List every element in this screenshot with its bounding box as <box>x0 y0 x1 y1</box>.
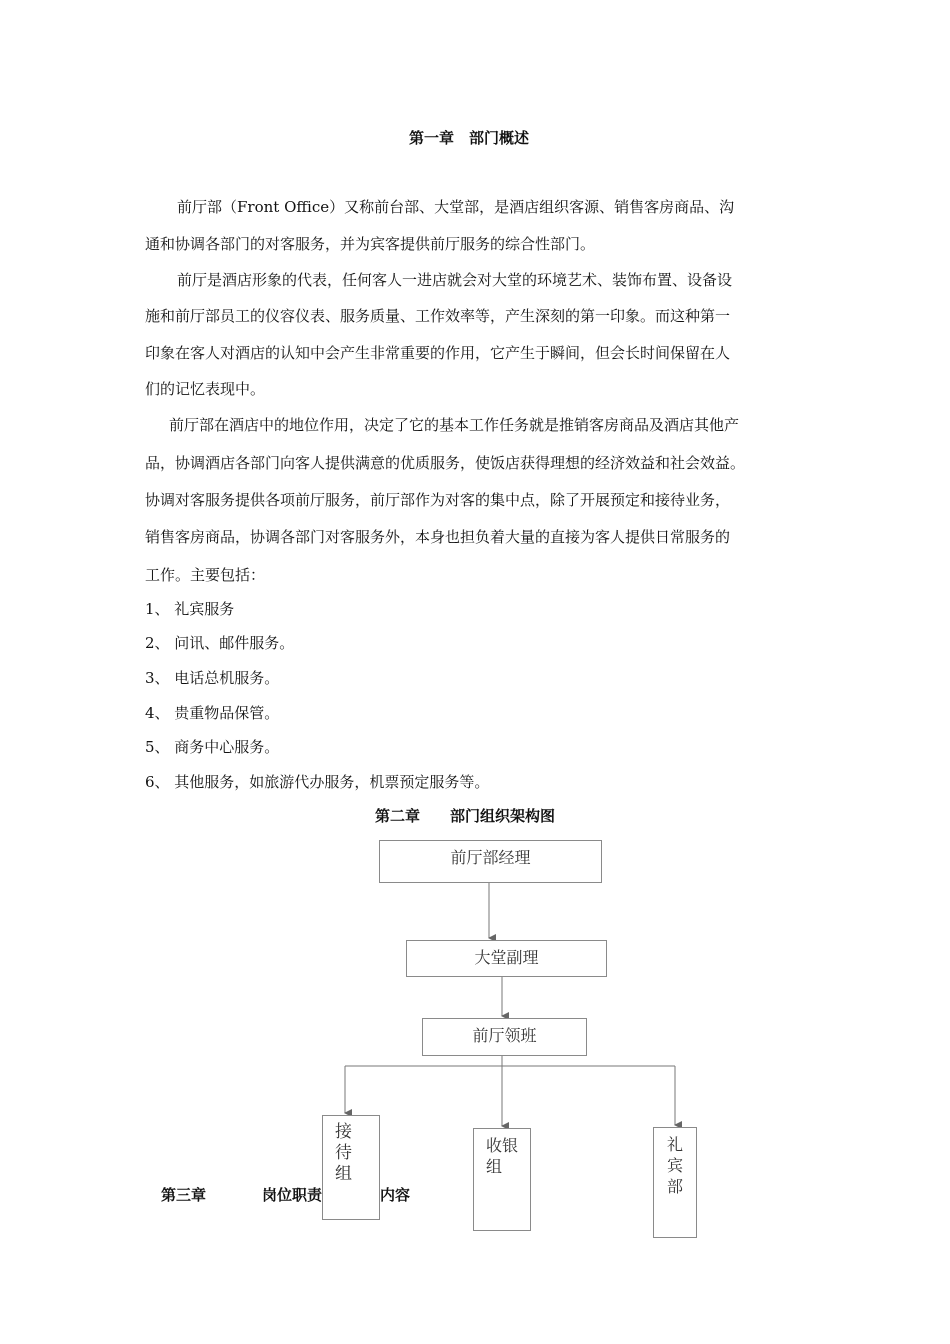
chapter2-title: 第二章 部门组织架构图 <box>375 807 556 825</box>
org-box-reception: 接待组 <box>322 1115 380 1220</box>
chapter3-title-left: 岗位职责 <box>262 1186 323 1204</box>
service-list-item: 3、 电话总机服务。 <box>145 669 280 687</box>
paragraph-line: 协调对客服务提供各项前厅服务，前厅部作为对客的集中点，除了开展预定和接待业务， <box>145 491 731 509</box>
service-list-item: 5、 商务中心服务。 <box>145 738 280 756</box>
org-box-cashier: 收银组 <box>473 1128 531 1231</box>
paragraph-line: 施和前厅部员工的仪容仪表、服务质量、工作效率等，产生深刻的第一印象。而这种第一 <box>145 307 731 325</box>
chapter3-label: 第三章 <box>161 1186 207 1204</box>
service-list-item: 6、 其他服务，如旅游代办服务，机票预定服务等。 <box>145 773 490 791</box>
service-list-item: 2、 问讯、邮件服务。 <box>145 634 295 652</box>
paragraph-line: 工作。主要包括： <box>145 566 266 584</box>
service-list-item: 1、 礼宾服务 <box>145 600 235 618</box>
paragraph-line: 印象在客人对酒店的认知中会产生非常重要的作用，它产生于瞬间，但会长时间保留在人 <box>145 344 731 362</box>
org-box-concierge: 礼宾部 <box>653 1127 697 1238</box>
paragraph-line: 前厅是酒店形象的代表，任何客人一进店就会对大堂的环境艺术、装饰布置、设备设 <box>177 271 733 289</box>
org-box-supervisor: 前厅领班 <box>422 1018 587 1056</box>
service-list-item: 4、 贵重物品保管。 <box>145 704 280 722</box>
paragraph-line: 通和协调各部门的对客服务，并为宾客提供前厅服务的综合性部门。 <box>145 235 596 253</box>
paragraph-line: 销售客房商品，协调各部门对客服务外，本身也担负着大量的直接为客人提供日常服务的 <box>145 528 731 546</box>
chapter3-title-right: 内容 <box>380 1186 411 1204</box>
paragraph-line: 们的记忆表现中。 <box>145 380 266 398</box>
paragraph-line: 品，协调酒店各部门向客人提供满意的优质服务，使饭店获得理想的经济效益和社会效益。 <box>145 454 746 472</box>
paragraph-line: 前厅部在酒店中的地位作用，决定了它的基本工作任务就是推销客房商品及酒店其他产 <box>169 416 740 434</box>
org-box-assistant-manager: 大堂副理 <box>406 940 607 977</box>
org-box-manager: 前厅部经理 <box>379 840 602 883</box>
chapter1-title: 第一章 部门概述 <box>409 129 530 147</box>
paragraph-line: 前厅部（Front Office）又称前台部、大堂部，是酒店组织客源、销售客房商品、沟 <box>177 198 735 216</box>
